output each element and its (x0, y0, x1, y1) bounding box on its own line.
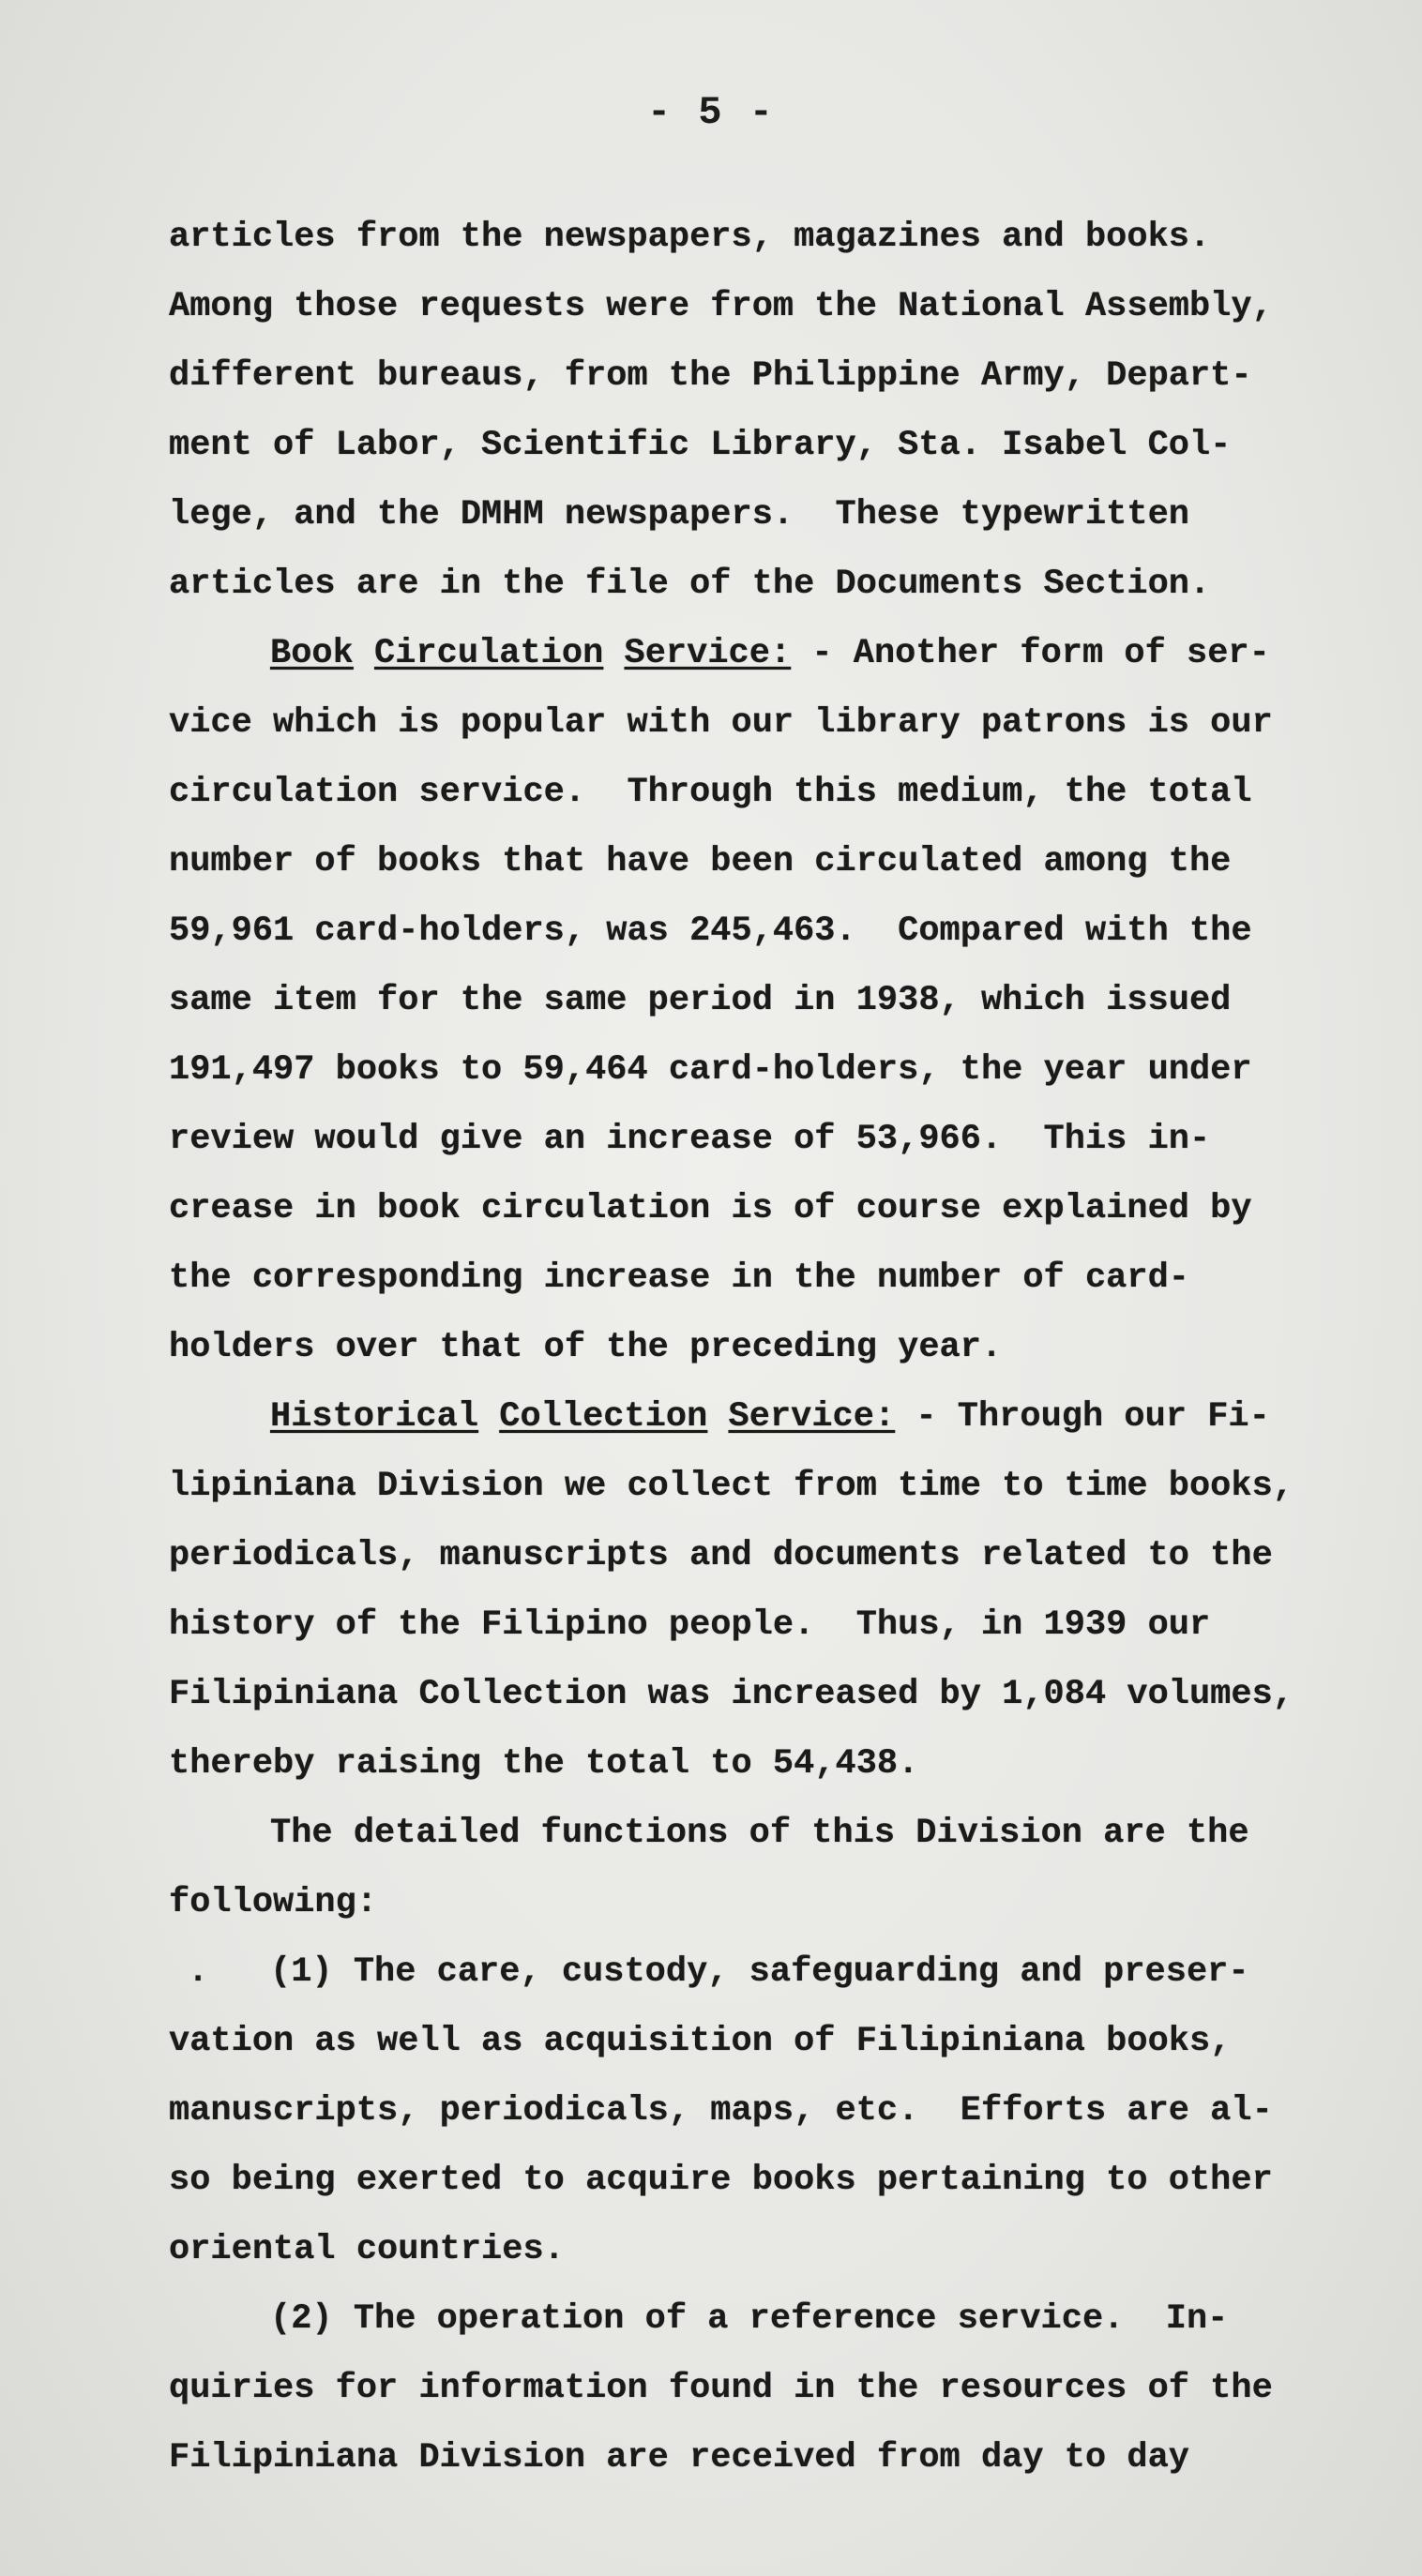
section-heading-word: Historical (270, 1397, 479, 1437)
section-heading-word: Service: (624, 634, 792, 673)
text-line: periodicals, manuscripts and documents related to the (169, 1536, 1273, 1575)
paragraph-requests (169, 203, 1332, 619)
section-heading-word: Book (270, 634, 354, 673)
text-line: quiries for information found in the resources of the (169, 2369, 1273, 2408)
list-item (169, 1937, 1332, 2284)
text-line: history of the Filipino people. Thus, in 1939 our (169, 1605, 1211, 1645)
text-line: review would give an increase of 53,966. This in- (169, 1120, 1211, 1159)
text-line: ment of Labor, Scientific Library, Sta. Isabel Col- (169, 426, 1232, 465)
document-body (169, 203, 1332, 2493)
text-line: vice which is popular with our library patrons is our (169, 703, 1273, 743)
paragraph-division-functions (169, 1799, 1332, 1937)
text-line: same item for the same period in 1938, which issued (169, 981, 1232, 1020)
text-line: (2) The operation of a reference service. In- (270, 2299, 1229, 2339)
text-line: lipiniana Division we collect from time to time books, (169, 1467, 1293, 1506)
text-line: crease in book circulation is of course explained by (169, 1189, 1252, 1228)
text-line: thereby raising the total to 54,438. (169, 1744, 919, 1784)
section-heading-word: Circulation (374, 634, 604, 673)
text-fragment: (1) The care, custody, safeguarding and preser- (270, 1952, 1249, 1992)
stray-mark: . (188, 1952, 209, 1992)
text-line: 59,961 card-holders, was 245,463. Compared with the (169, 911, 1252, 951)
text-line: oriental countries. (169, 2230, 565, 2269)
text-line: following: (169, 1883, 378, 1922)
text-line: the corresponding increase in the number of card- (169, 1258, 1189, 1298)
text-line (169, 619, 1332, 688)
paragraph-historical-collection (169, 1382, 1332, 1799)
text-line: manuscripts, periodicals, maps, etc. Efforts are al- (169, 2091, 1273, 2131)
text-line (169, 1937, 1332, 2007)
text-line: circulation service. Through this medium, the total (169, 773, 1252, 812)
text-line: articles from the newspapers, magazines and books. (169, 218, 1211, 257)
text-fragment: - Through our Fi- (895, 1397, 1270, 1437)
text-line: 191,497 books to 59,464 card-holders, the year under (169, 1050, 1252, 1090)
paragraph-book-circulation (169, 619, 1332, 1382)
text-line: number of books that have been circulated among the (169, 842, 1232, 881)
text-line: Among those requests were from the National Assembly, (169, 287, 1273, 326)
section-heading-word: Collection (499, 1397, 708, 1437)
text-line (169, 1382, 1332, 1452)
list-item (169, 2284, 1332, 2493)
text-line: The detailed functions of this Division are the (270, 1814, 1249, 1853)
text-line: vation as well as acquisition of Filipiniana books, (169, 2022, 1232, 2061)
page-number: - 5 - (646, 90, 776, 135)
text-line: lege, and the DMHM newspapers. These typewritten (169, 495, 1189, 535)
text-line: different bureaus, from the Philippine Army, Depart- (169, 356, 1252, 396)
text-line: Filipiniana Collection was increased by 1,084 volumes, (169, 1675, 1293, 1714)
section-heading-word: Service: (728, 1397, 896, 1437)
text-line: Filipiniana Division are received from day to day (169, 2438, 1189, 2478)
text-fragment: - Another form of ser- (791, 634, 1270, 673)
text-line: holders over that of the preceding year. (169, 1328, 1003, 1367)
text-line: articles are in the file of the Documents Section. (169, 565, 1211, 604)
text-line: so being exerted to acquire books pertaining to other (169, 2161, 1273, 2200)
